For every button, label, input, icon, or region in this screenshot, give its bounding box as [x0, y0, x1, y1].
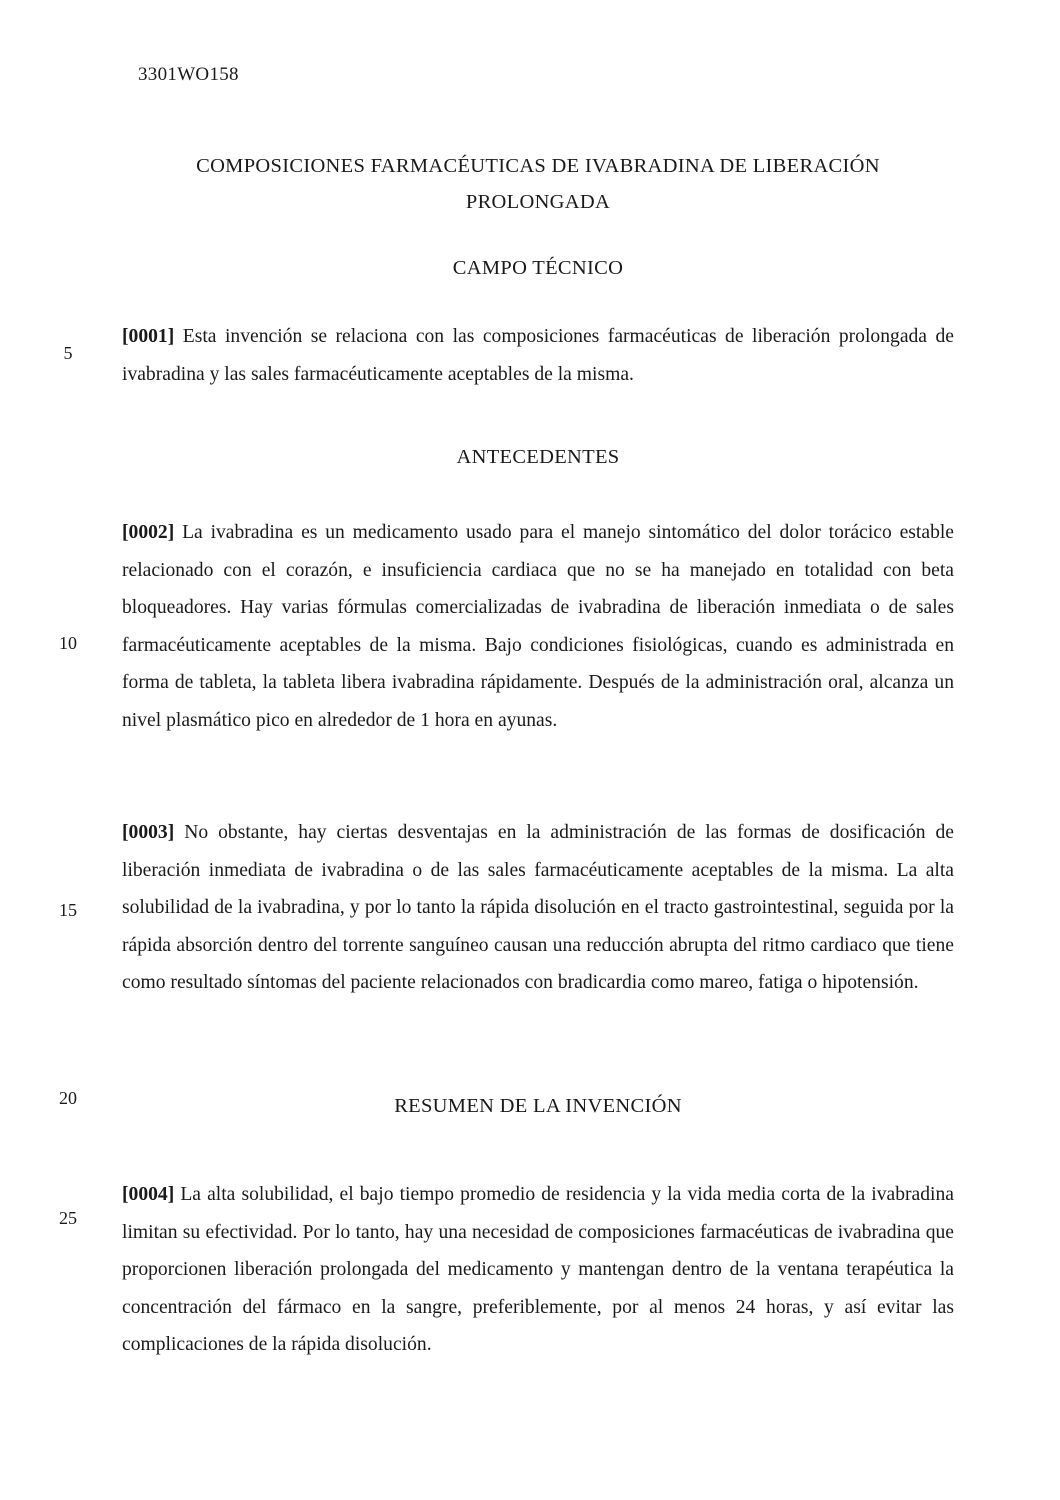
- paragraph-text: No obstante, hay ciertas desventajas en la administración de las formas de dosificación de liberación inmediata de ivabradina o de las sales farmacéuticamente aceptables de la misma. La alta solubilidad de la ivabradina, y por lo tanto la rápida disolución en el tracto gastrointestinal, seguida por la rápida absorción dentro del torrente sanguíneo causan una reducción abrupta del ritmo cardiaco que tiene como resultado síntomas del paciente relacionados con bradicardia como mareo, fatiga o hipotensión.: [122, 822, 955, 993]
- paragraph-0001: [122, 318, 954, 393]
- paragraph-number: [0001]: [122, 326, 175, 347]
- paragraph-text: La alta solubilidad, el bajo tiempo promedio de residencia y la vida media corta de la ivabradina limitan su efectividad. Por lo tanto, hay una necesidad de composiciones farmacéuticas de ivabradina que proporcionen liberación prolongada del medicamento y mantengan dentro de la ventana terapéutica la concentración del fármaco en la sangre, preferiblemente, por al menos 24 horas, y así evitar las complicaciones de la rápida disolución.: [122, 1184, 954, 1355]
- line-number: 20: [59, 1088, 77, 1108]
- paragraph-0003: [122, 814, 954, 1002]
- line-number: 15: [59, 900, 77, 920]
- title-line-2: PROLONGADA: [465, 191, 611, 213]
- title-line-1: COMPOSICIONES FARMACÉUTICAS DE IVABRADINA DE LIBERACIÓN: [196, 155, 880, 177]
- paragraph-text: La ivabradina es un medicamento usado para el manejo sintomático del dolor torácico estable relacionado con el corazón, e insuficiencia cardiaca que no se ha manejado en totalidad con beta bloqueadores. Hay varias fórmulas comercializadas de ivabradina de liberación inmediata o de sales farmacéuticamente aceptables de la misma. Bajo condiciones fisiológicas, cuando es administrada en forma de tableta, la tableta libera ivabradina rápidamente. Después de la administración oral, alcanza un nivel plasmático pico en alrededor de 1 hora en ayunas.: [122, 522, 955, 731]
- paragraph-text: Esta invención se relaciona con las composiciones farmacéuticas de liberación prolongada de ivabradina y las sales farmacéuticamente aceptables de la misma.: [122, 326, 954, 385]
- paragraph-number: [0002]: [122, 522, 175, 543]
- section-heading-campo-tecnico: CAMPO TÉCNICO: [452, 257, 624, 279]
- document-id: 3301WO158: [138, 64, 239, 85]
- line-number: 25: [59, 1208, 77, 1228]
- section-heading-antecedentes: ANTECEDENTES: [456, 446, 620, 468]
- line-number: 5: [63, 343, 73, 363]
- paragraph-0004: [122, 1176, 954, 1364]
- paragraph-number: [0003]: [122, 822, 175, 843]
- document-title: [122, 148, 954, 220]
- line-number: 10: [59, 633, 77, 653]
- paragraph-0002: [122, 514, 954, 739]
- paragraph-number: [0004]: [122, 1184, 175, 1205]
- section-heading-resumen: RESUMEN DE LA INVENCIÓN: [394, 1095, 682, 1117]
